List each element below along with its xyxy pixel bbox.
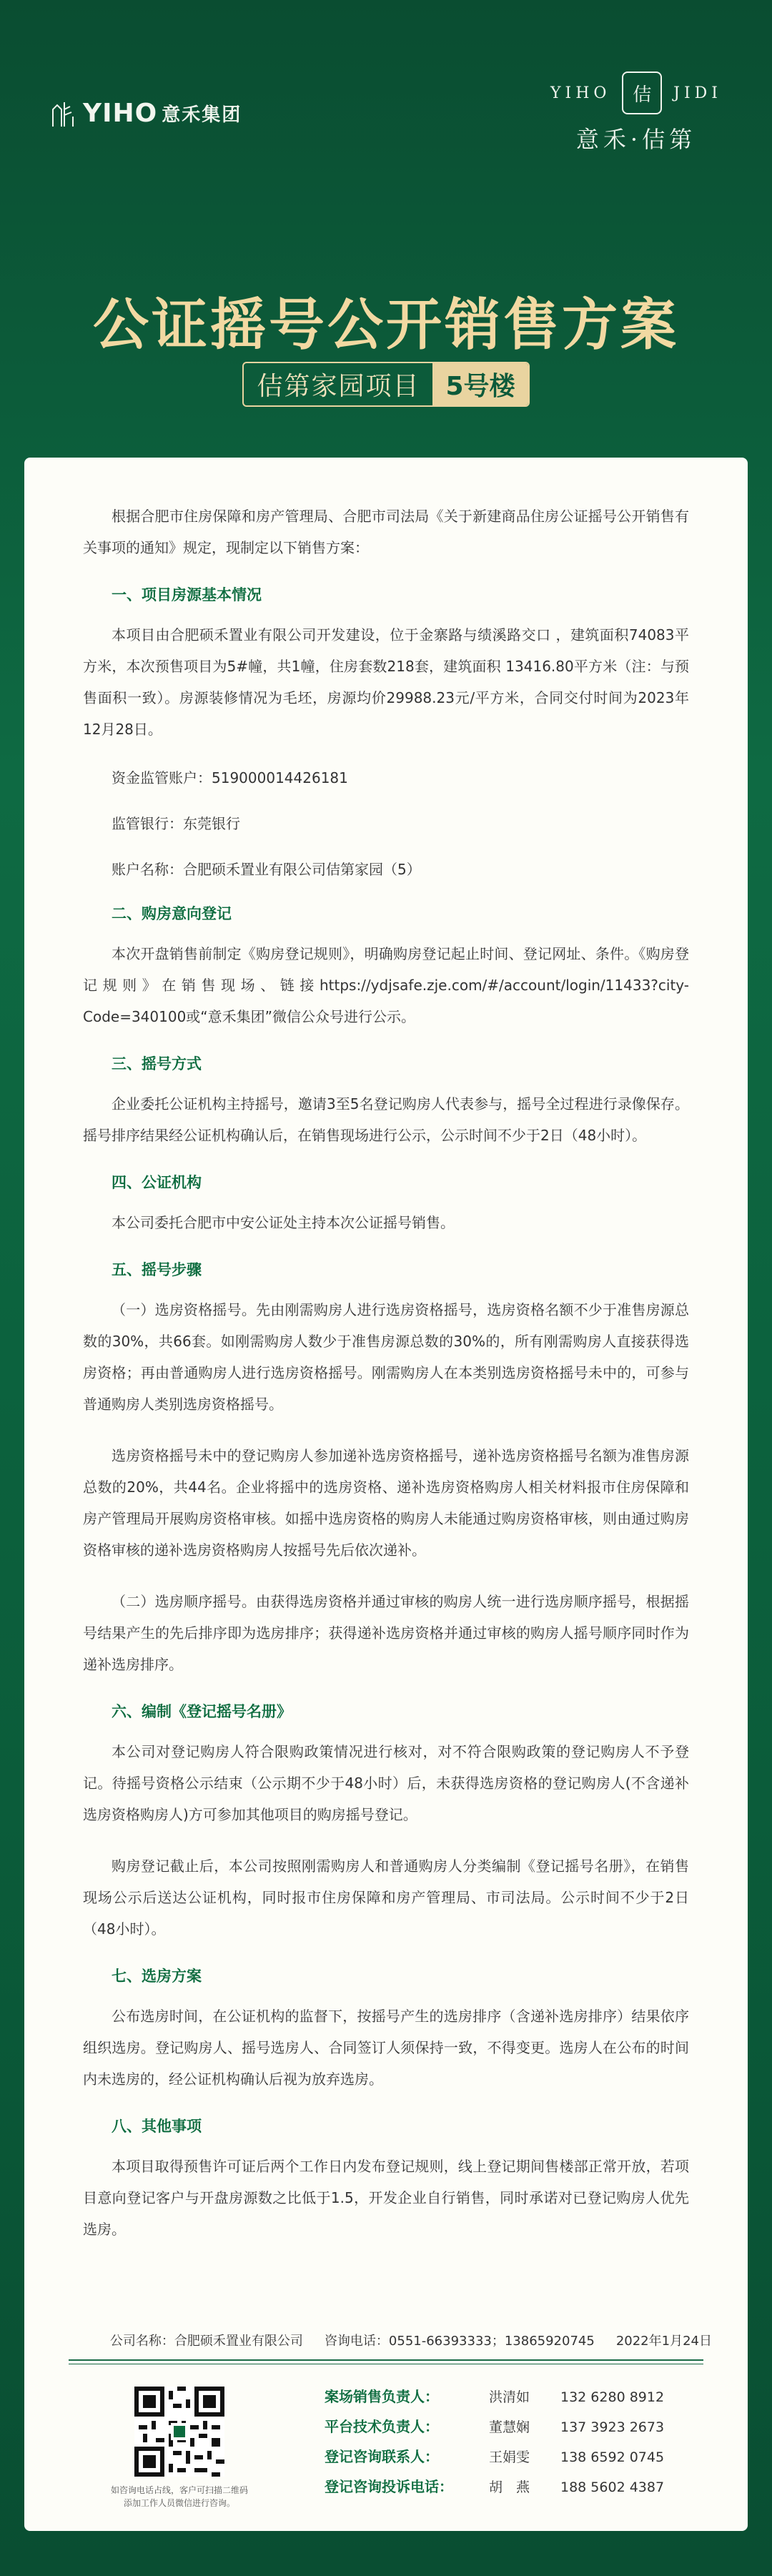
bank-line: 监管银行：东莞银行 (112, 815, 240, 832)
section-8-title: 八、其他事项 (112, 2118, 202, 2135)
contact-phone[interactable]: 137 3923 2673 (560, 2419, 665, 2435)
section-7-title: 七、选房方案 (112, 1968, 202, 1985)
contact-name: 胡 燕 (489, 2479, 530, 2495)
section-4-paragraph: 本公司委托合肥市中安公证处主持本次公证摇号销售。 (112, 1214, 455, 1231)
section-8-paragraph: 本项目取得预售许可证后两个工作日内发布登记规则，线上登记期间售楼部正常开放，若项目意向登记客户与开盘房源数之比低于1.5，开发企业自行销售，同时承诺对已登记购房人优先选房。 (83, 2158, 689, 2238)
consult-phone: 咨询电话：0551-66393333；13865920745 (324, 2334, 595, 2349)
brand-left: YIHO (83, 99, 158, 128)
page-title: 公证摇号公开销售方案 (92, 293, 679, 357)
account-line: 资金监管账户：519000014426181 (112, 769, 348, 786)
section-6-title: 六、编制《登记摇号名册》 (112, 1703, 292, 1720)
footer-info (83, 2331, 712, 2349)
contact-name: 王娟雯 (489, 2449, 530, 2465)
document-body (83, 500, 689, 2265)
section-4-title: 四、公证机构 (112, 1174, 202, 1191)
account-name-line: 账户名称：合肥硕禾置业有限公司佶第家园（5） (112, 861, 421, 878)
section-5-paragraph-1: （一）选房资格摇号。先由刚需购房人进行选房资格摇号，选房资格名额不少于准售房源总数的30%，共66套。如刚需购房人数少于准售房源总数的30%的，所有刚需购房人直接获得选房资格；再由普通购房人进行选房资格摇号。刚需购房人在本类别选房资格摇号未中的，可参与普通购房人类别选房资格摇号。 (83, 1301, 689, 1413)
contact-phone[interactable]: 138 6592 0745 (560, 2449, 665, 2465)
qr-caption (83, 2484, 276, 2510)
contact-list (325, 2385, 725, 2505)
contact-role: 案场销售负责人： (325, 2388, 439, 2405)
section-3-paragraph: 企业委托公证机构主持摇号，邀请3至5名登记购房人代表参与，摇号全过程进行录像保存。摇号排序结果经公证机构确认后，在销售现场进行公示，公示时间不少于2日（48小时）。 (83, 1095, 689, 1144)
contact-role: 登记咨询投诉电话： (325, 2478, 453, 2495)
subtitle-building: 5号楼 (432, 363, 528, 405)
brand-right-en-2: JIDI (673, 84, 722, 102)
issue-date: 2022年1月24日 (615, 2334, 712, 2349)
content-card (24, 458, 748, 2531)
contact-role: 登记咨询联系人： (325, 2448, 439, 2465)
section-7-paragraph: 公布选房时间，在公证机构的监督下，按摇号产生的选房排序（含递补选房排序）结果依序组织选房。登记购房人、摇号选房人、合同签订人须保持一致，不得变更。选房人在公布的时间内未选房的，经公证机构确认后视为放弃选房。 (83, 2008, 689, 2088)
divider (69, 2359, 703, 2361)
contact-row (325, 2385, 725, 2415)
company-name: 公司名称：合肥硕禾置业有限公司 (109, 2334, 303, 2349)
logo-right (550, 71, 722, 154)
logo-left (50, 99, 242, 128)
brand-right-en-1: YIHO (550, 84, 611, 102)
header (0, 0, 772, 458)
section-1-title: 一、项目房源基本情况 (112, 586, 262, 603)
brand-left-cn: 意禾集团 (162, 104, 242, 126)
contact-row (325, 2475, 725, 2505)
qr-code-icon[interactable] (134, 2387, 224, 2477)
qr-caption-line-2: 添加工作人员微信进行咨询。 (123, 2498, 235, 2508)
section-5-paragraph-3: （二）选房顺序摇号。由获得选房资格并通过审核的购房人统一进行选房顺序摇号，根据摇号结果产生的先后排序即为选房排序；获得递补选房资格并通过审核的购房人摇号顺序同时作为递补选房排序。 (83, 1593, 689, 1673)
qr-block (83, 2381, 276, 2510)
section-2-title: 二、购房意向登记 (112, 905, 232, 922)
contact-row (325, 2415, 725, 2445)
contact-name: 董慧娴 (489, 2419, 530, 2435)
section-1-paragraph: 本项目由合肥硕禾置业有限公司开发建设，位于金寨路与绩溪路交口 ，建筑面积74083平方米，本次预售项目为5#幢，共1幢，住房套数218套，建筑面积 13416.80平方米（注：与预售面积一致）。房源装修情况为毛坯，房源均价29988.23元/平方米，合同交付时间为2023年12月28日。 (83, 626, 689, 738)
brand-right-cn: 意禾·佶第 (575, 126, 697, 153)
brand-right-seal: 佶 (622, 71, 662, 114)
tree-logo-icon (50, 99, 79, 128)
section-5-paragraph-2: 选房资格摇号未中的登记购房人参加递补选房资格摇号，递补选房资格摇号名额为准售房源总数的20%，共44名。企业将摇中的选房资格、递补选房资格购房人相关材料报市住房保障和房产管理局开展购房资格审核。如摇中选房资格的购房人未能通过购房资格审核，则由通过购房资格审核的递补选房资格购房人按摇号先后依次递补。 (83, 1447, 689, 1559)
section-3-title: 三、摇号方式 (112, 1055, 202, 1072)
intro-paragraph: 根据合肥市住房保障和房产管理局、合肥市司法局《关于新建商品住房公证摇号公开销售有关事项的通知》规定，现制定以下销售方案： (83, 508, 689, 556)
section-2-paragraph: 本次开盘销售前制定《购房登记规则》，明确购房登记起止时间、登记网址、条件。《购房登记规则》在销售现场、链接https://ydjsafe.zje.com/#/account/login/11433?city-Code=340100或“意禾集团”微信公众号进行公示。 (83, 945, 689, 1025)
subtitle-project: 佶第家园项目 (257, 372, 420, 401)
contact-role: 平台技术负责人： (325, 2418, 439, 2435)
contact-phone[interactable]: 188 5602 4387 (560, 2479, 665, 2495)
contact-name: 洪清如 (489, 2389, 530, 2405)
section-5-title: 五、摇号步骤 (112, 1261, 202, 1278)
section-6-paragraph-1: 本公司对登记购房人符合限购政策情况进行核对，对不符合限购政策的登记购房人不予登记。待摇号资格公示结束（公示期不少于48小时）后，未获得选房资格的登记购房人(不含递补选房资格购房人)方可参加其他项目的购房摇号登记。 (83, 1743, 689, 1823)
contact-row (325, 2445, 725, 2475)
section-6-paragraph-2: 购房登记截止后，本公司按照刚需购房人和普通购房人分类编制《登记摇号名册》，在销售现场公示后送达公证机构，同时报市住房保障和房产管理局、市司法局。公示时间不少于2日（48小时）。 (83, 1857, 689, 1938)
contact-phone[interactable]: 132 6280 8912 (560, 2389, 665, 2405)
qr-caption-line-1: 如咨询电话占线，客户可扫描二维码 (110, 2485, 248, 2495)
subtitle (0, 362, 772, 407)
